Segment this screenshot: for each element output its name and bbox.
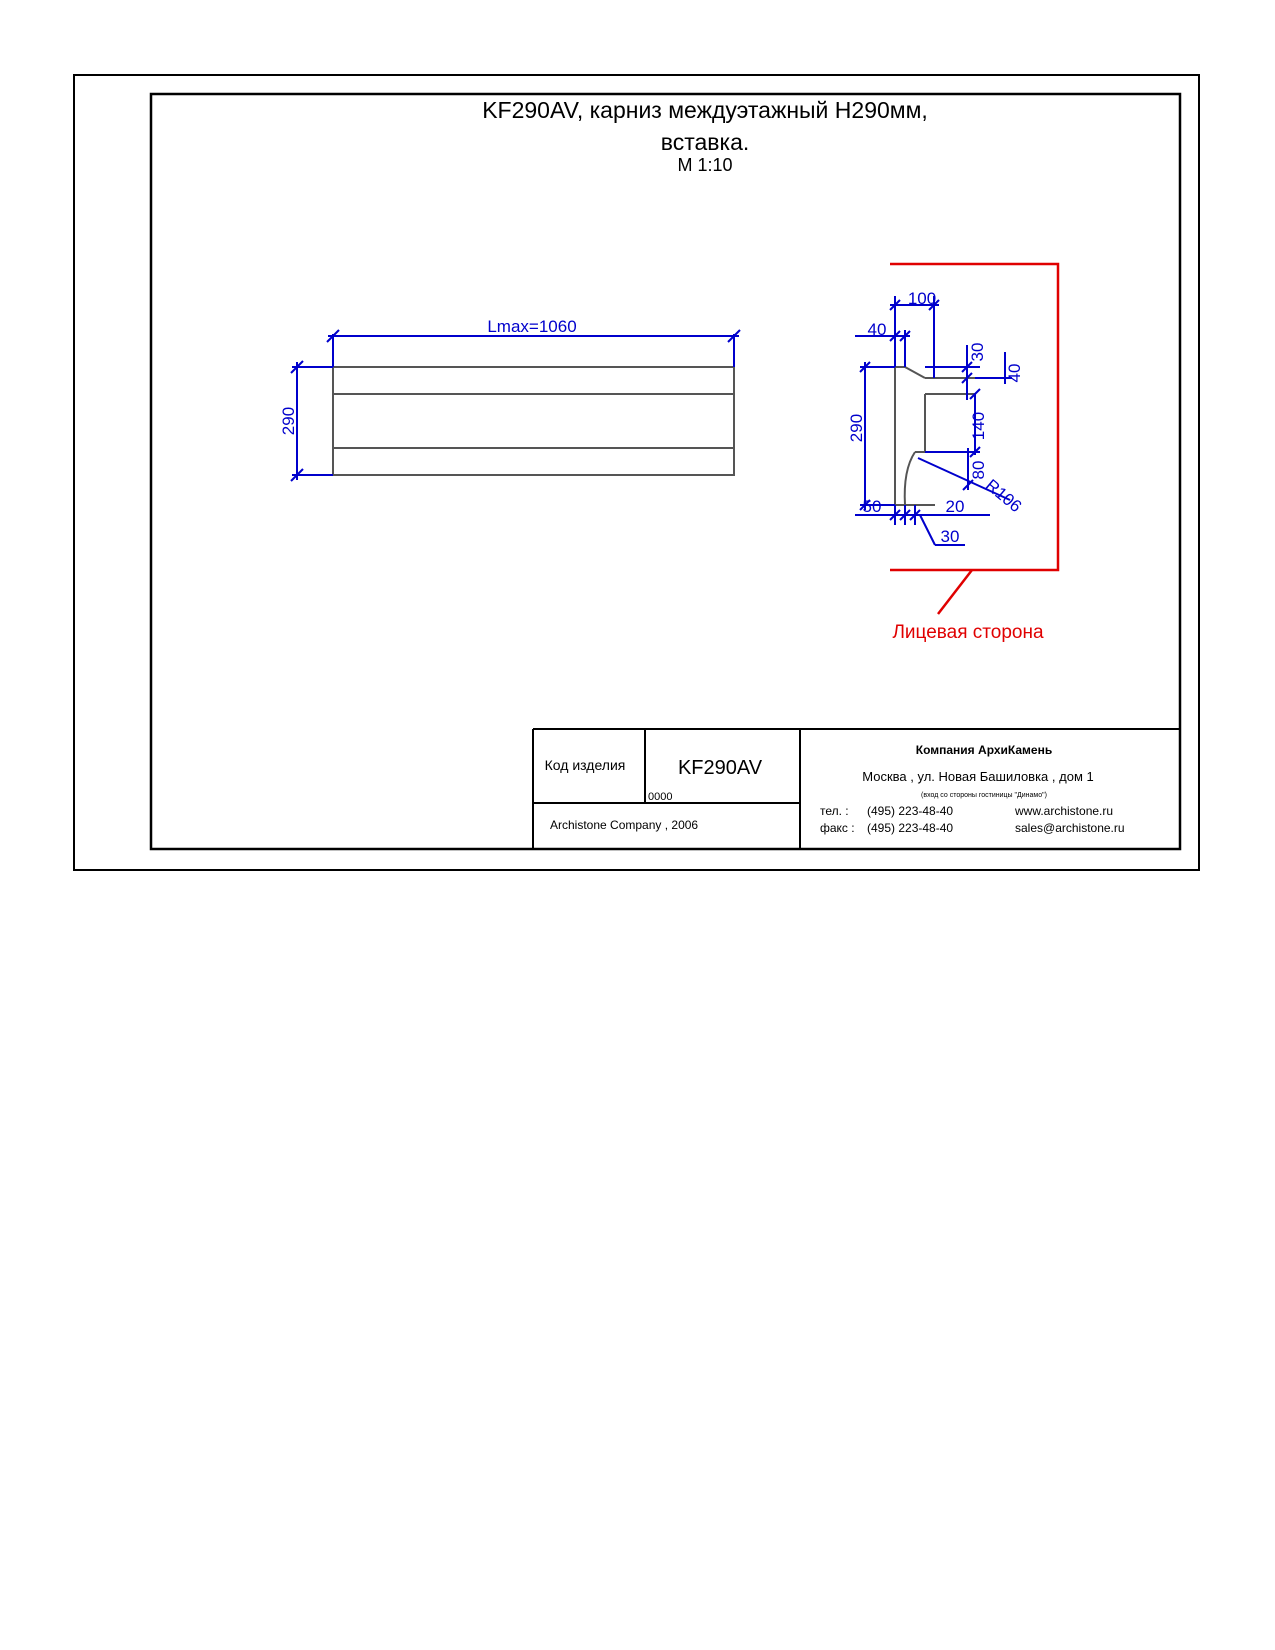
dim-20: 20	[945, 497, 965, 516]
drawing-scale: M 1:10	[677, 155, 733, 175]
copyright-text: Archistone Company , 2006	[550, 818, 699, 832]
front-height-dimension-label: 290	[279, 406, 298, 436]
length-dimension-label: Lmax=1060	[487, 317, 577, 336]
profile-outline	[895, 367, 975, 505]
website-link[interactable]: www.archistone.ru	[1015, 804, 1114, 818]
phone-label: тел. :	[820, 804, 849, 818]
drawing-title-line1: KF290AV, карниз междуэтажный H290мм,	[482, 97, 928, 123]
address-note: (вход со стороны гостиницы "Динамо")	[921, 792, 1047, 799]
face-side-label: Лицевая сторона	[892, 622, 1044, 643]
dim-40-right: 40	[1005, 363, 1024, 383]
dim-80: 80	[969, 460, 988, 480]
phone-number: (495) 223-48-40	[867, 804, 954, 818]
front-view	[333, 367, 734, 475]
company-address: Москва , ул. Новая Башиловка , дом 1	[862, 769, 1094, 784]
product-code-label: Код изделия	[544, 757, 626, 773]
sheet-number: 0000	[648, 791, 673, 803]
product-code-value: KF290AV	[677, 757, 763, 779]
fax-label: факс :	[820, 821, 855, 835]
drawing-title-line2: вставка.	[660, 129, 750, 155]
dim-290-profile: 290	[847, 413, 866, 443]
front-view-outline	[333, 367, 734, 475]
dim-30-top: 30	[968, 342, 987, 362]
dim-30-bottom: 30	[940, 527, 960, 546]
dim-40-top: 40	[867, 320, 887, 339]
company-name: Компания АрхиКамень	[915, 743, 1053, 757]
fax-number: (495) 223-48-40	[867, 821, 954, 835]
inner-frame	[151, 94, 1180, 849]
dim-50: 50	[862, 497, 882, 516]
email-link[interactable]: sales@archistone.ru	[1015, 821, 1125, 835]
dim-140: 140	[969, 411, 988, 441]
dim-r106: R106	[981, 475, 1026, 517]
dim-100: 100	[907, 289, 937, 308]
front-view-dimensions	[291, 330, 740, 481]
